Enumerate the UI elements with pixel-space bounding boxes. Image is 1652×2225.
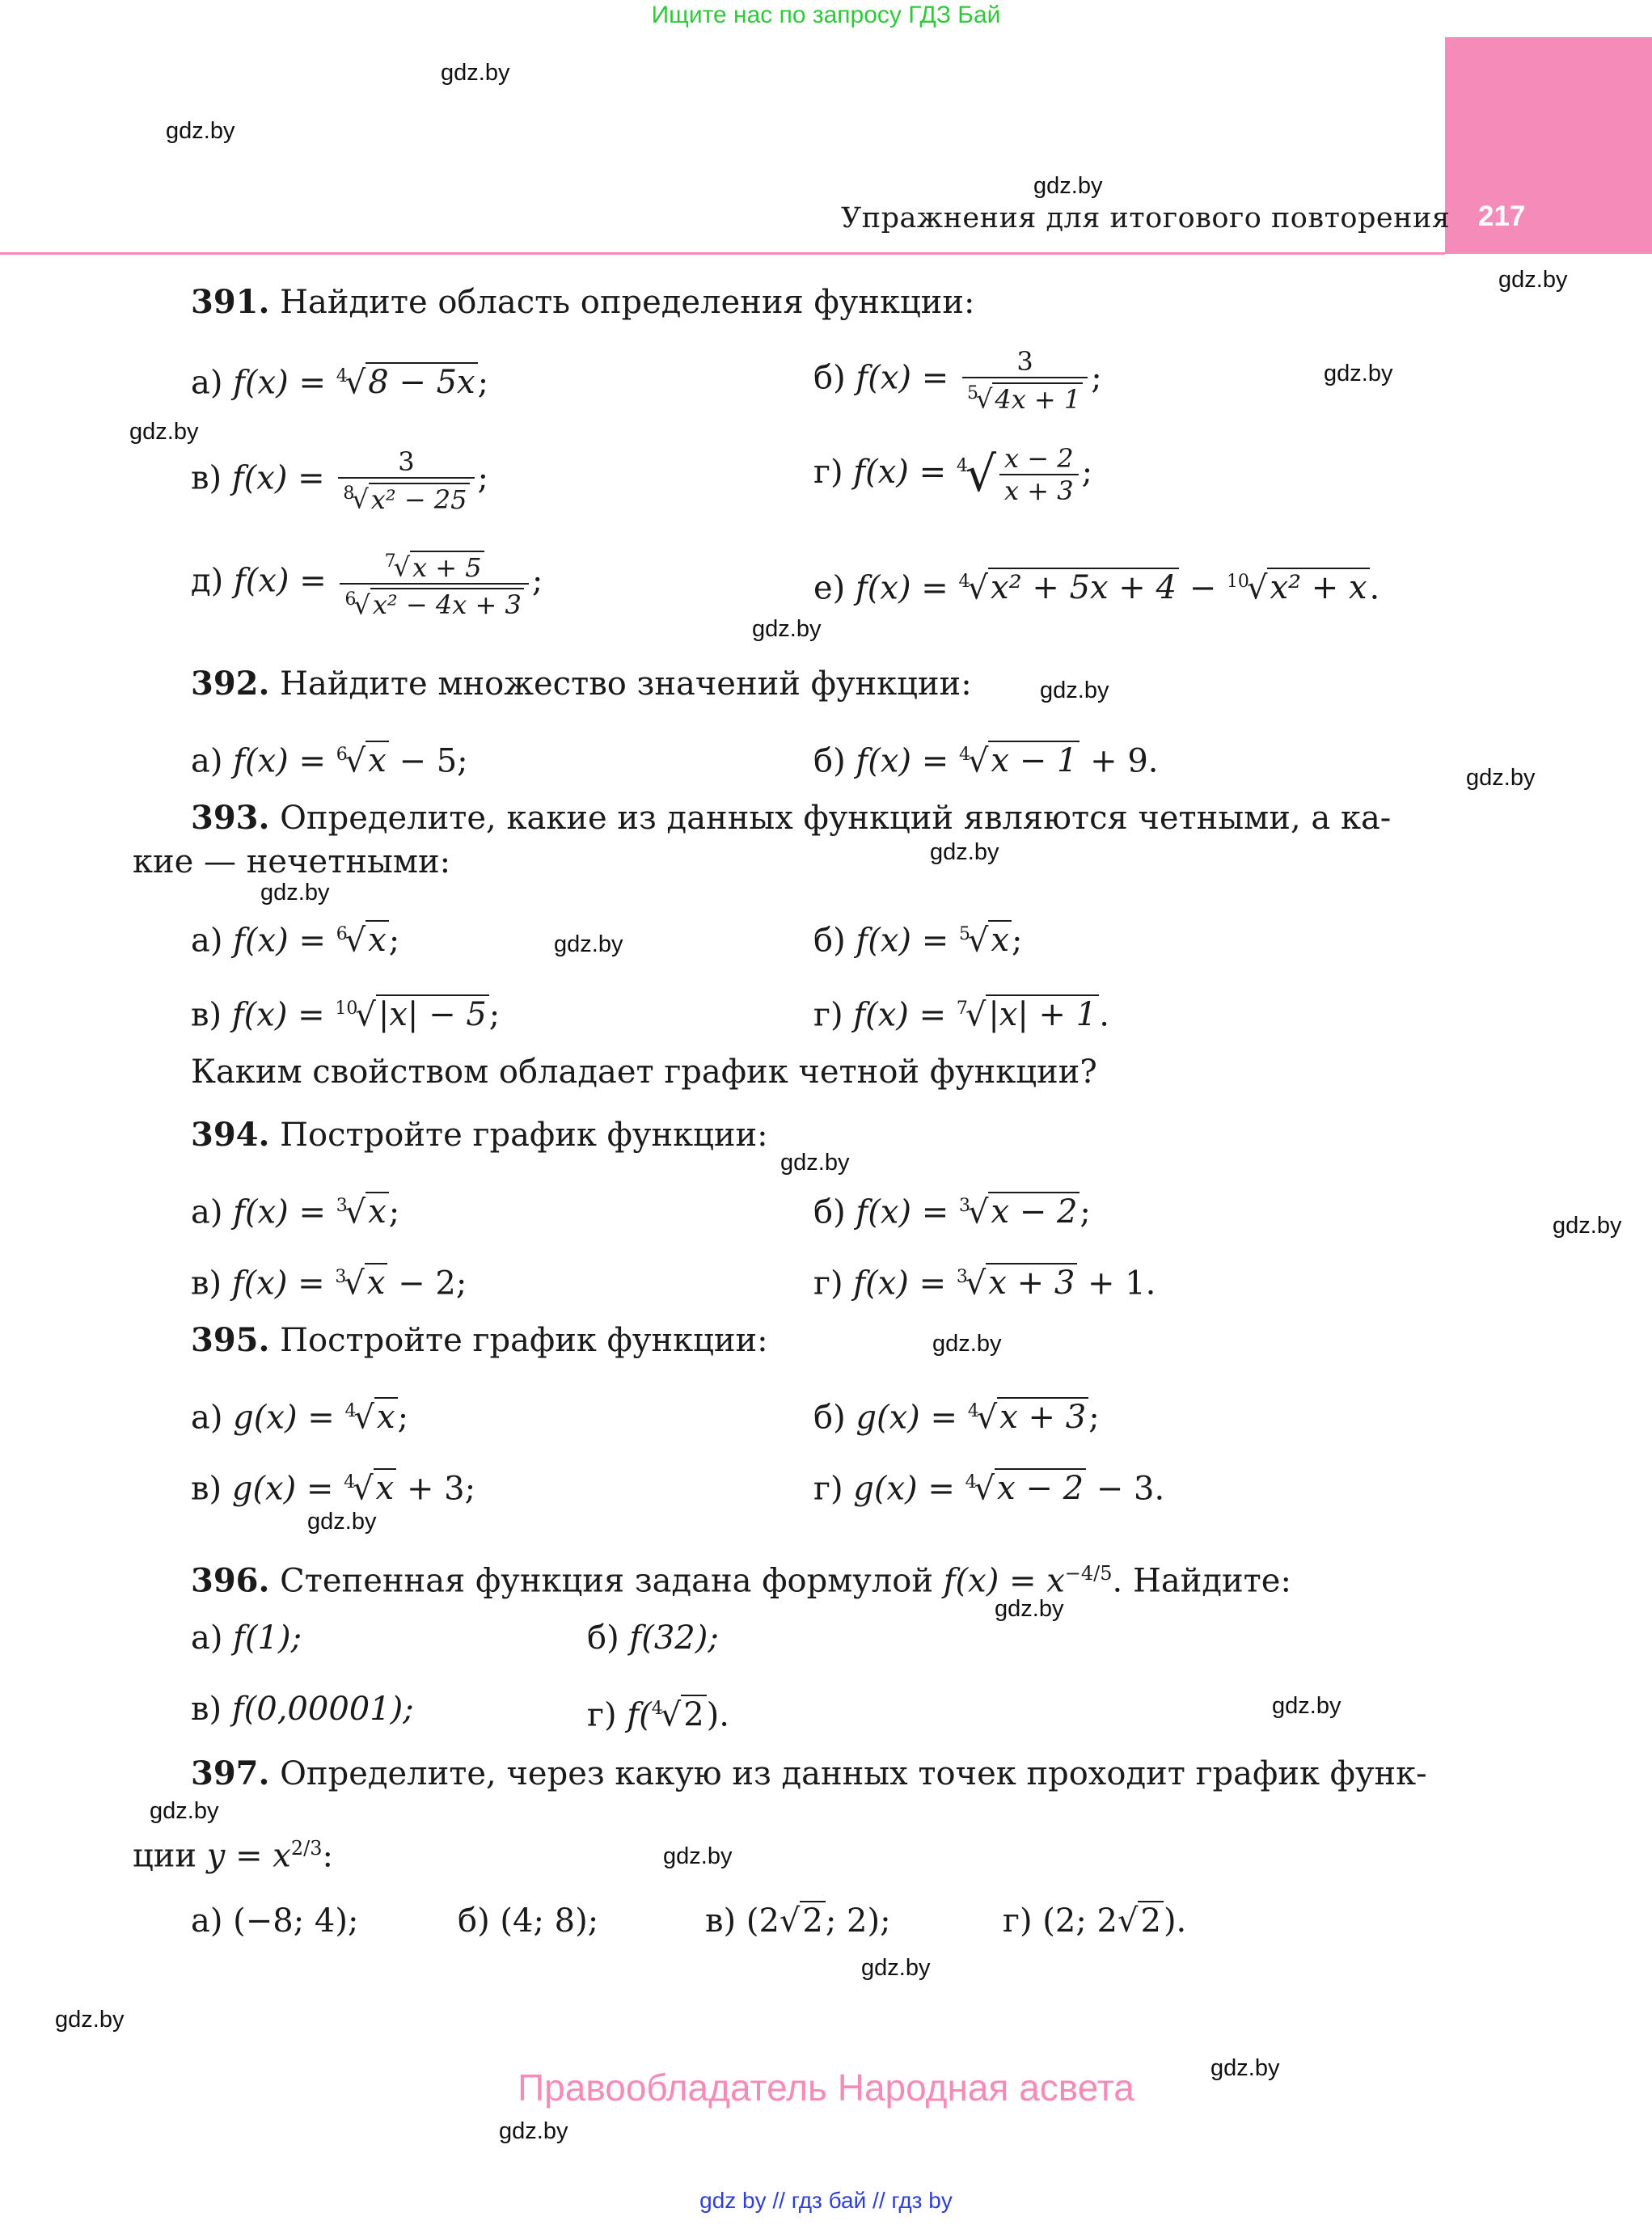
exercise-397-g: г) (2; 2√2). [1003, 1902, 1187, 1940]
exercise-396-b: б) f(32); [587, 1619, 719, 1657]
exercise-394-b: б) f(x) = $^3$√x − 2; [813, 1193, 1091, 1231]
page-number-tab [1445, 37, 1652, 254]
watermark: gdz.by [780, 1150, 850, 1176]
exercise-391-d: д) f(x) = $\frac{^7√x + 5}{^6√x^2 - 4x + 3}$ ; [191, 551, 543, 621]
watermark: gdz.by [1272, 1693, 1341, 1719]
exercise-393-v: в) f(x) = $^{10}$√|x| − 5; [191, 996, 501, 1034]
watermark: gdz.by [1033, 173, 1103, 199]
exercise-396-v: в) f(0,00001); [191, 1691, 414, 1728]
watermark: gdz.by [1498, 267, 1568, 293]
watermark: gdz.by [1040, 678, 1109, 703]
exercise-395-v: в) g(x) = $^4$√x + 3; [191, 1470, 476, 1508]
exercise-393-a: а) f(x) = $^6$√x; [191, 922, 400, 960]
exercise-396-heading: 396. Степенная функция задана формулой $f(x) = x^{-4/5}$. Найдите: [191, 1561, 1291, 1600]
exercise-393-heading: 393. Определите, какие из данных функций являются четными, а ка- [191, 799, 1392, 837]
exercise-391-v: в) f(x) = $\frac{3}{^8√x^2 - 25}$ ; [191, 446, 488, 515]
watermark: gdz.by [1324, 361, 1393, 386]
exercise-393-question: Каким свойством обладает график четной функции? [191, 1053, 1097, 1091]
watermark: gdz.by [55, 2007, 125, 2033]
exercise-397-heading: 397. Определите, через какую из данных точек проходит график функ- [191, 1754, 1427, 1792]
watermark: gdz.by [554, 931, 623, 957]
watermark: gdz.by [260, 880, 330, 906]
watermark: gdz.by [930, 839, 999, 865]
exercise-397-a: а) (−8; 4); [191, 1902, 359, 1940]
exercise-397-heading-cont: ции $y = x^{2/3}$: [133, 1837, 333, 1875]
exercise-395-a: а) g(x) = $^4$√x; [191, 1399, 409, 1437]
exercise-395-heading: 395. Постройте график функции: [191, 1321, 768, 1359]
exercise-391-b: б) f(x) = $\frac{3}{^5√4x + 1}$ ; [813, 346, 1102, 415]
copyright-notice: Правообладатель Народная асвета [518, 2067, 1134, 2109]
exercise-393-b: б) f(x) = $^5$√x; [813, 922, 1023, 960]
watermark: gdz.by [663, 1843, 733, 1869]
footer-links[interactable]: gdz by // гдз бай // гдз by [699, 2188, 953, 2213]
exercise-391-heading: 391. Найдите область определения функции: [191, 283, 975, 321]
watermark: gdz.by [1210, 2055, 1280, 2081]
exercise-395-g: г) g(x) = $^4$√x − 2 − 3. [813, 1470, 1165, 1508]
running-header: Упражнения для итогового повторения [841, 202, 1451, 234]
exercise-394-g: г) f(x) = $^3$√x + 3 + 1. [813, 1264, 1156, 1302]
exercise-394-a: а) f(x) = $^3$√x; [191, 1193, 400, 1231]
watermark: gdz.by [150, 1798, 219, 1824]
page-number: 217 [1478, 201, 1526, 232]
watermark: gdz.by [499, 2118, 568, 2144]
exercise-396-a: а) f(1); [191, 1619, 302, 1657]
watermark: gdz.by [129, 419, 199, 445]
exercise-397-v: в) (2√2; 2); [705, 1902, 891, 1940]
watermark: gdz.by [166, 118, 235, 144]
exercise-395-b: б) g(x) = $^4$√x + 3; [813, 1399, 1100, 1437]
exercise-397-b: б) (4; 8); [458, 1902, 599, 1940]
exercise-394-v: в) f(x) = $^3$√x − 2; [191, 1264, 467, 1302]
watermark: gdz.by [995, 1596, 1064, 1622]
exercise-391-e: е) f(x) = $^4$√x² + 5x + 4 − $^{10}$√x² + x. [813, 569, 1380, 607]
top-banner-link[interactable]: Ищите нас по запросу ГДЗ Бай [651, 2, 1001, 28]
watermark: gdz.by [1466, 765, 1536, 791]
exercise-391-a: а) f(x) = $^4$√8 − 5x; [191, 364, 489, 402]
exercise-393-g: г) f(x) = $^7$√|x| + 1. [813, 996, 1109, 1034]
watermark: gdz.by [861, 1955, 931, 1981]
watermark: gdz.by [441, 60, 510, 86]
exercise-394-heading: 394. Постройте график функции: [191, 1116, 768, 1154]
header-divider [0, 252, 1445, 255]
exercise-392-b: б) f(x) = $^4$√x − 1 + 9. [813, 742, 1159, 780]
exercise-391-g: г) f(x) = $^4$√ $\frac{x - 2}{x + 3}$ ; [813, 443, 1093, 506]
watermark: gdz.by [1553, 1213, 1622, 1239]
watermark: gdz.by [752, 616, 822, 642]
exercise-396-g: г) f($^4$√2). [587, 1696, 729, 1734]
exercise-392-heading: 392. Найдите множество значений функции: [191, 665, 972, 703]
exercise-392-a: а) f(x) = $^6$√x − 5; [191, 742, 468, 780]
watermark: gdz.by [932, 1331, 1002, 1357]
exercise-393-heading-cont: кие — нечетными: [133, 843, 451, 880]
watermark: gdz.by [307, 1509, 377, 1535]
